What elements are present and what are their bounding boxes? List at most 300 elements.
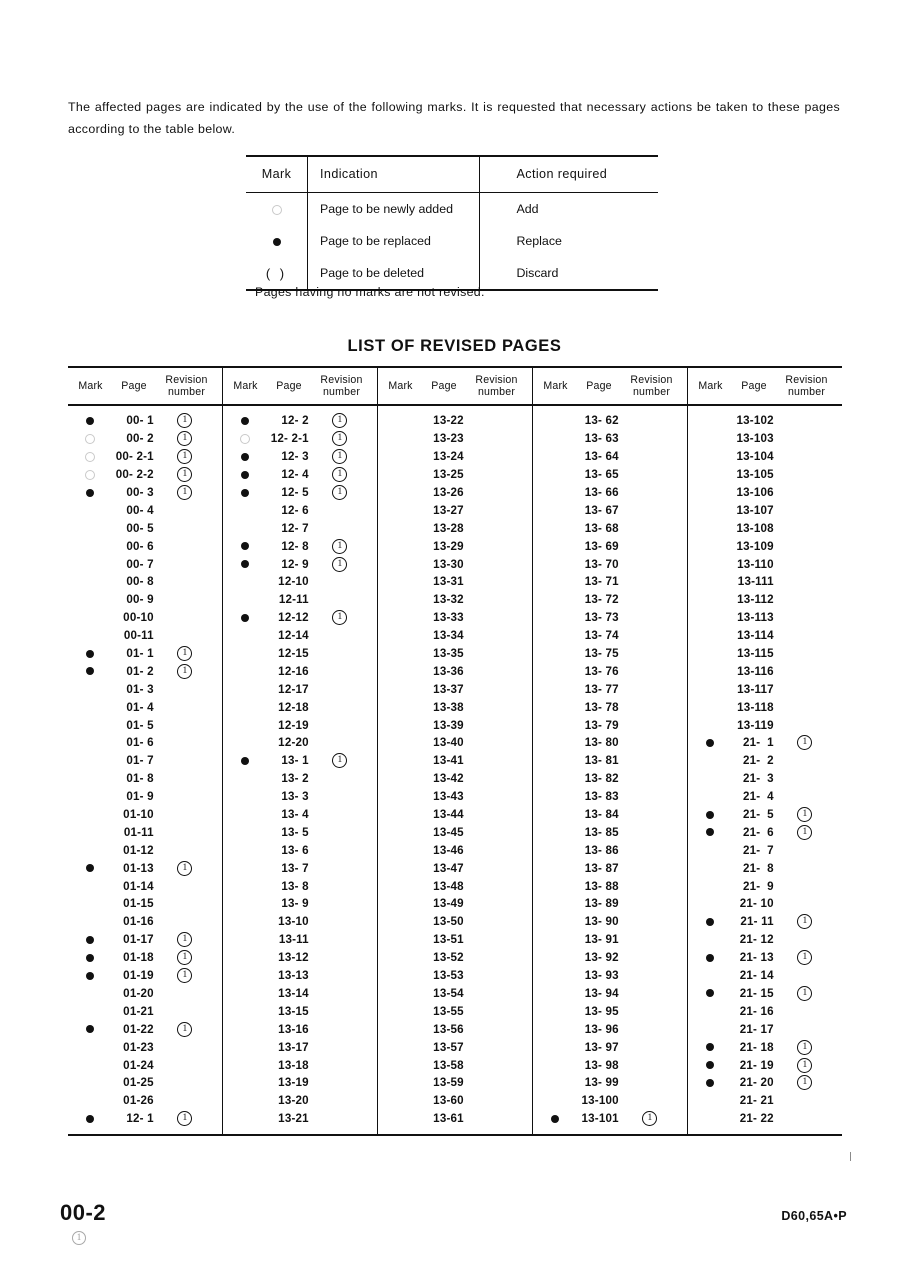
- table-row: [223, 1038, 377, 1056]
- cell-page-number: 13-10: [278, 915, 309, 929]
- table-row: [533, 698, 687, 716]
- table-row: [533, 913, 687, 931]
- table-row: [378, 1056, 532, 1074]
- table-row: [223, 1110, 377, 1128]
- cell-page-number: 13-112: [737, 593, 774, 607]
- revision-circle-icon: 1: [177, 1111, 192, 1126]
- table-row: [68, 877, 222, 895]
- cell-page-number: 13-53: [433, 969, 464, 983]
- table-row: [68, 448, 222, 466]
- revision-circle-icon: 1: [797, 950, 812, 965]
- footer-revision-mark: [72, 1229, 86, 1247]
- table-row: [688, 591, 842, 609]
- cell-page-number: 13-60: [433, 1094, 464, 1108]
- cell-revision-number: [774, 1040, 842, 1055]
- cell-mark: [68, 1025, 112, 1033]
- cell-page-number: 21- 11: [740, 915, 774, 929]
- cell-page-number: 13-57: [433, 1040, 464, 1054]
- cell-page-number: 13-49: [433, 897, 464, 911]
- table-row: [68, 430, 222, 448]
- table-row: [378, 627, 532, 645]
- table-row: [378, 1110, 532, 1128]
- cell-page-number: 13- 87: [584, 861, 619, 875]
- cell-page-number: 00- 4: [126, 503, 154, 517]
- revision-circle-icon: 1: [797, 1075, 812, 1090]
- revision-circle-icon: 1: [177, 950, 192, 965]
- cell-page-number: 13-61: [433, 1112, 464, 1126]
- table-row: [223, 430, 377, 448]
- cell-page-number: 13- 88: [584, 879, 619, 893]
- cell-revision-number: [154, 646, 222, 661]
- table-row: [688, 698, 842, 716]
- table-row: [223, 913, 377, 931]
- cell-page-number: 13-32: [433, 593, 464, 607]
- cell-revision-number: [309, 610, 377, 625]
- table-row: [68, 752, 222, 770]
- table-row: [68, 913, 222, 931]
- cell-revision-number: [154, 664, 222, 679]
- table-row: [223, 519, 377, 537]
- table-row: [688, 1020, 842, 1038]
- cell-page-number: 21- 19: [739, 1058, 774, 1072]
- column-header-page: Page: [741, 380, 767, 392]
- cell-page-number: 12- 1: [126, 1112, 154, 1126]
- cell-page-number: 13-59: [433, 1076, 464, 1090]
- filled-circle-icon: [86, 972, 94, 980]
- table-row: [378, 573, 532, 591]
- cell-page-number: 13- 81: [584, 754, 619, 768]
- table-row: [68, 537, 222, 555]
- cell-page-number: 13- 92: [584, 951, 619, 965]
- revision-circle-icon: 1: [332, 485, 347, 500]
- cell-mark: [68, 972, 112, 980]
- table-row: [223, 645, 377, 663]
- cell-page-number: 13-15: [278, 1004, 309, 1018]
- revision-circle-icon: 1: [177, 932, 192, 947]
- table-row: [688, 1038, 842, 1056]
- table-row: [68, 645, 222, 663]
- table-row: [378, 645, 532, 663]
- table-row: [533, 1074, 687, 1092]
- cell-page-number: 13- 7: [281, 861, 309, 875]
- cell-page-number: 13-11: [278, 933, 309, 947]
- table-row: [688, 913, 842, 931]
- table-row: [378, 448, 532, 466]
- cell-page-number: 21- 18: [739, 1040, 774, 1054]
- filled-circle-icon: [241, 542, 249, 550]
- cell-page-number: 13-47: [433, 861, 464, 875]
- table-row: [378, 537, 532, 555]
- cell-mark: [688, 811, 732, 819]
- table-row: [378, 609, 532, 627]
- table-row: [223, 591, 377, 609]
- revision-circle-icon: 1: [177, 485, 192, 500]
- table-row: [68, 967, 222, 985]
- revision-circle-icon: 1: [177, 449, 192, 464]
- table-row: [533, 985, 687, 1003]
- table-row: [533, 555, 687, 573]
- table-column-group-3: [377, 406, 532, 1134]
- table-row: [533, 877, 687, 895]
- cell-page-number: 13-52: [433, 951, 464, 965]
- cell-page-number: 13-22: [433, 414, 464, 428]
- cell-page-number: 01-20: [123, 986, 154, 1000]
- cell-page-number: 13- 90: [584, 915, 619, 929]
- table-row: [533, 680, 687, 698]
- cell-page-number: 12-19: [278, 718, 309, 732]
- table-row: [688, 967, 842, 985]
- filled-circle-icon: [241, 614, 249, 622]
- cell-page-number: 13- 8: [281, 879, 309, 893]
- table-row: [688, 573, 842, 591]
- cell-page-number: 13-39: [433, 718, 464, 732]
- column-header-page: Page: [586, 380, 612, 392]
- cell-mark: [68, 470, 112, 480]
- table-row: [223, 1074, 377, 1092]
- table-row: [223, 1002, 377, 1020]
- table-row: [378, 877, 532, 895]
- cell-page-number: 13-34: [433, 629, 464, 643]
- cell-page-number: 12-10: [278, 575, 309, 589]
- table-row: [68, 519, 222, 537]
- legend-indication-discard: Page to be deleted: [308, 257, 480, 290]
- cell-revision-number: [154, 485, 222, 500]
- table-header-group-2: [222, 368, 377, 404]
- cell-page-number: 12-20: [278, 736, 309, 750]
- table-row: [223, 484, 377, 502]
- cell-page-number: 13-117: [737, 682, 774, 696]
- filled-circle-icon: [706, 739, 714, 747]
- revision-circle-icon: 1: [332, 557, 347, 572]
- cell-page-number: 01-25: [123, 1076, 154, 1090]
- column-header-page: Page: [431, 380, 457, 392]
- table-row: [378, 484, 532, 502]
- cell-mark: [688, 1079, 732, 1087]
- table-row: [688, 448, 842, 466]
- table-header-group-3: [377, 368, 532, 404]
- table-row: [68, 591, 222, 609]
- cell-mark: [223, 417, 267, 425]
- cell-page-number: 21- 14: [739, 969, 774, 983]
- table-row: [688, 519, 842, 537]
- cell-mark: [223, 757, 267, 765]
- table-row: [68, 823, 222, 841]
- cell-page-number: 01- 4: [126, 700, 154, 714]
- revision-circle-icon: 1: [332, 467, 347, 482]
- table-row: [68, 859, 222, 877]
- table-row: [68, 484, 222, 502]
- table-row: [223, 573, 377, 591]
- table-row: [533, 770, 687, 788]
- cell-page-number: 01-24: [123, 1058, 154, 1072]
- cell-page-number: 21- 16: [739, 1004, 774, 1018]
- cell-page-number: 13-58: [433, 1058, 464, 1072]
- cell-mark: [688, 828, 732, 836]
- table-row: [533, 1038, 687, 1056]
- table-row: [223, 985, 377, 1003]
- footer-page-number: 00-2: [60, 1200, 107, 1225]
- cell-page-number: 13- 99: [584, 1076, 619, 1090]
- table-row: [68, 1092, 222, 1110]
- cell-page-number: 13-56: [433, 1022, 464, 1036]
- cell-page-number: 13-44: [433, 808, 464, 822]
- cell-page-number: 13-18: [278, 1058, 309, 1072]
- table-row: [223, 501, 377, 519]
- revision-circle-icon: 1: [797, 825, 812, 840]
- table-column-group-5: [687, 406, 842, 1134]
- filled-circle-icon: [241, 453, 249, 461]
- legend-mark-cell-filled-circle: [246, 225, 308, 257]
- table-row: [378, 967, 532, 985]
- legend-note: Pages having no marks are not revised.: [255, 285, 485, 299]
- revised-pages-table: [68, 366, 842, 1136]
- cell-page-number: 13-45: [433, 825, 464, 839]
- table-row: [223, 698, 377, 716]
- cell-page-number: 00- 2: [126, 432, 154, 446]
- table-row: [68, 662, 222, 680]
- cell-page-number: 13-101: [581, 1112, 619, 1126]
- table-row: [223, 1056, 377, 1074]
- filled-circle-icon: [241, 489, 249, 497]
- table-row: [533, 949, 687, 967]
- cell-page-number: 01- 1: [126, 647, 154, 661]
- cell-revision-number: [774, 986, 842, 1001]
- table-row: [378, 841, 532, 859]
- cell-page-number: 13-26: [433, 486, 464, 499]
- table-row: [378, 466, 532, 484]
- page-title: LIST OF REVISED PAGES: [347, 337, 562, 355]
- filled-circle-icon: [86, 1025, 94, 1033]
- filled-circle-icon: [551, 1115, 559, 1123]
- revision-circle-icon: 1: [797, 1040, 812, 1055]
- cell-page-number: 12- 3: [281, 450, 309, 464]
- filled-circle-icon: [706, 1079, 714, 1087]
- table-row: [223, 877, 377, 895]
- column-header-mark: Mark: [543, 380, 568, 392]
- cell-page-number: 13- 72: [584, 593, 619, 607]
- cell-revision-number: [774, 735, 842, 750]
- cell-page-number: 13-16: [278, 1022, 309, 1036]
- cell-page-number: 13-51: [433, 933, 464, 947]
- filled-circle-icon: [86, 954, 94, 962]
- cell-page-number: 13-114: [737, 629, 774, 643]
- table-header-group-4: [532, 368, 687, 404]
- table-row: [223, 609, 377, 627]
- legend-mark-cell-open-circle: [246, 193, 308, 226]
- table-row: [378, 949, 532, 967]
- table-row: [533, 806, 687, 824]
- cell-page-number: 21- 8: [742, 861, 774, 875]
- cell-mark: [223, 434, 267, 444]
- cell-revision-number: [309, 557, 377, 572]
- table-row: [223, 841, 377, 859]
- legend-row-replace: [246, 225, 658, 257]
- table-row: [688, 1092, 842, 1110]
- table-row: [688, 627, 842, 645]
- cell-page-number: 13- 91: [584, 933, 619, 947]
- cell-page-number: 21- 7: [742, 843, 774, 857]
- cell-page-number: 13-116: [737, 664, 774, 678]
- cell-page-number: 13- 3: [281, 790, 309, 804]
- table-row: [68, 573, 222, 591]
- cell-page-number: 12- 9: [281, 557, 309, 571]
- table-row: [223, 752, 377, 770]
- column-header-page: Page: [276, 380, 302, 392]
- cell-page-number: 01-21: [123, 1004, 154, 1018]
- column-header-revision-number: Revision number: [320, 374, 363, 398]
- table-row: [68, 841, 222, 859]
- column-header-mark: Mark: [233, 380, 258, 392]
- cell-page-number: 13- 64: [584, 450, 619, 464]
- table-row: [688, 931, 842, 949]
- cell-page-number: 13-27: [433, 503, 464, 517]
- table-row: [688, 752, 842, 770]
- cell-page-number: 13-40: [433, 736, 464, 750]
- cell-mark: [688, 918, 732, 926]
- table-row: [688, 716, 842, 734]
- cell-revision-number: [774, 950, 842, 965]
- cell-mark: [688, 1043, 732, 1051]
- table-row: [533, 412, 687, 430]
- table-row: [688, 806, 842, 824]
- cell-page-number: 13-36: [433, 664, 464, 678]
- table-row: [223, 770, 377, 788]
- cell-page-number: 12-11: [278, 593, 309, 607]
- table-row: [378, 591, 532, 609]
- table-header-row: [68, 368, 842, 404]
- cell-page-number: 01- 7: [126, 754, 154, 768]
- table-row: [378, 913, 532, 931]
- cell-page-number: 13-20: [278, 1094, 309, 1108]
- cell-page-number: 01- 8: [126, 772, 154, 786]
- cell-page-number: 13- 75: [584, 647, 619, 661]
- table-header-group-1: [68, 368, 222, 404]
- filled-circle-icon: [706, 918, 714, 926]
- cell-page-number: 13- 69: [584, 539, 619, 553]
- table-row: [223, 466, 377, 484]
- table-row: [378, 752, 532, 770]
- table-row: [68, 716, 222, 734]
- cell-page-number: 12-12: [278, 611, 309, 625]
- cell-page-number: 00- 8: [126, 575, 154, 589]
- table-row: [223, 448, 377, 466]
- column-header-mark: Mark: [78, 380, 103, 392]
- page-edge-tick: [850, 1152, 851, 1161]
- cell-page-number: 13-35: [433, 647, 464, 661]
- table-row: [223, 967, 377, 985]
- cell-revision-number: [774, 1075, 842, 1090]
- cell-mark: [68, 864, 112, 872]
- table-row: [223, 555, 377, 573]
- table-row: [378, 931, 532, 949]
- legend-header-mark: Mark: [246, 156, 308, 193]
- table-row: [533, 609, 687, 627]
- cell-revision-number: [309, 753, 377, 768]
- filled-circle-icon: [86, 417, 94, 425]
- cell-page-number: 21- 5: [742, 808, 774, 822]
- cell-page-number: 01-18: [123, 951, 154, 965]
- table-row: [223, 949, 377, 967]
- table-row: [378, 985, 532, 1003]
- cell-page-number: 01-19: [123, 969, 154, 983]
- table-row: [533, 662, 687, 680]
- table-row: [223, 931, 377, 949]
- cell-page-number: 12-17: [278, 682, 309, 696]
- cell-page-number: 13-106: [736, 486, 774, 499]
- table-row: [223, 859, 377, 877]
- table-row: [533, 484, 687, 502]
- cell-page-number: 01-12: [123, 843, 154, 857]
- table-row: [378, 734, 532, 752]
- table-row: [533, 823, 687, 841]
- cell-page-number: 13-13: [278, 969, 309, 983]
- cell-page-number: 13-41: [433, 754, 464, 768]
- cell-mark: [688, 954, 732, 962]
- cell-page-number: 01-22: [123, 1022, 154, 1036]
- cell-revision-number: [154, 413, 222, 428]
- cell-page-number: 13-33: [433, 611, 464, 625]
- open-circle-icon: [240, 434, 250, 444]
- revision-circle-icon: 1: [332, 449, 347, 464]
- cell-mark: [68, 1115, 112, 1123]
- filled-circle-icon: [241, 471, 249, 479]
- table-column-group-4: [532, 406, 687, 1134]
- cell-revision-number: [309, 539, 377, 554]
- cell-page-number: 13-19: [278, 1076, 309, 1090]
- cell-page-number: 13-28: [433, 521, 464, 535]
- open-circle-icon: [85, 434, 95, 444]
- cell-page-number: 13-42: [433, 772, 464, 786]
- table-row: [533, 895, 687, 913]
- cell-page-number: 13- 89: [584, 897, 619, 911]
- cell-page-number: 13-110: [737, 557, 774, 571]
- table-row: [688, 985, 842, 1003]
- cell-page-number: 13- 4: [281, 808, 309, 822]
- table-row: [223, 895, 377, 913]
- table-row: [68, 501, 222, 519]
- cell-page-number: 13- 70: [584, 557, 619, 571]
- table-row: [688, 555, 842, 573]
- filled-circle-icon: [706, 1061, 714, 1069]
- cell-page-number: 13- 71: [584, 575, 619, 589]
- filled-circle-icon: [706, 989, 714, 997]
- revision-circle-icon: 1: [177, 664, 192, 679]
- table-row: [688, 537, 842, 555]
- table-row: [223, 412, 377, 430]
- filled-circle-icon: [86, 936, 94, 944]
- table-row: [533, 967, 687, 985]
- table-row: [378, 501, 532, 519]
- cell-page-number: 13-107: [736, 503, 774, 517]
- column-header-revision-number: Revision number: [630, 374, 673, 398]
- table-row: [378, 430, 532, 448]
- cell-page-number: 13- 96: [584, 1022, 619, 1036]
- table-row: [533, 1056, 687, 1074]
- revision-circle-icon: 1: [797, 986, 812, 1001]
- cell-page-number: 01- 9: [126, 790, 154, 804]
- cell-page-number: 13- 67: [584, 503, 619, 517]
- cell-page-number: 21- 1: [742, 736, 774, 750]
- cell-page-number: 01-16: [123, 915, 154, 929]
- table-row: [378, 1092, 532, 1110]
- cell-page-number: 21- 3: [742, 772, 774, 786]
- cell-page-number: 21- 12: [739, 933, 774, 947]
- revision-circle-icon: 1: [797, 1058, 812, 1073]
- table-column-group-1: [68, 406, 222, 1134]
- table-row: [533, 788, 687, 806]
- cell-page-number: 13- 1: [281, 754, 309, 768]
- table-row: [533, 752, 687, 770]
